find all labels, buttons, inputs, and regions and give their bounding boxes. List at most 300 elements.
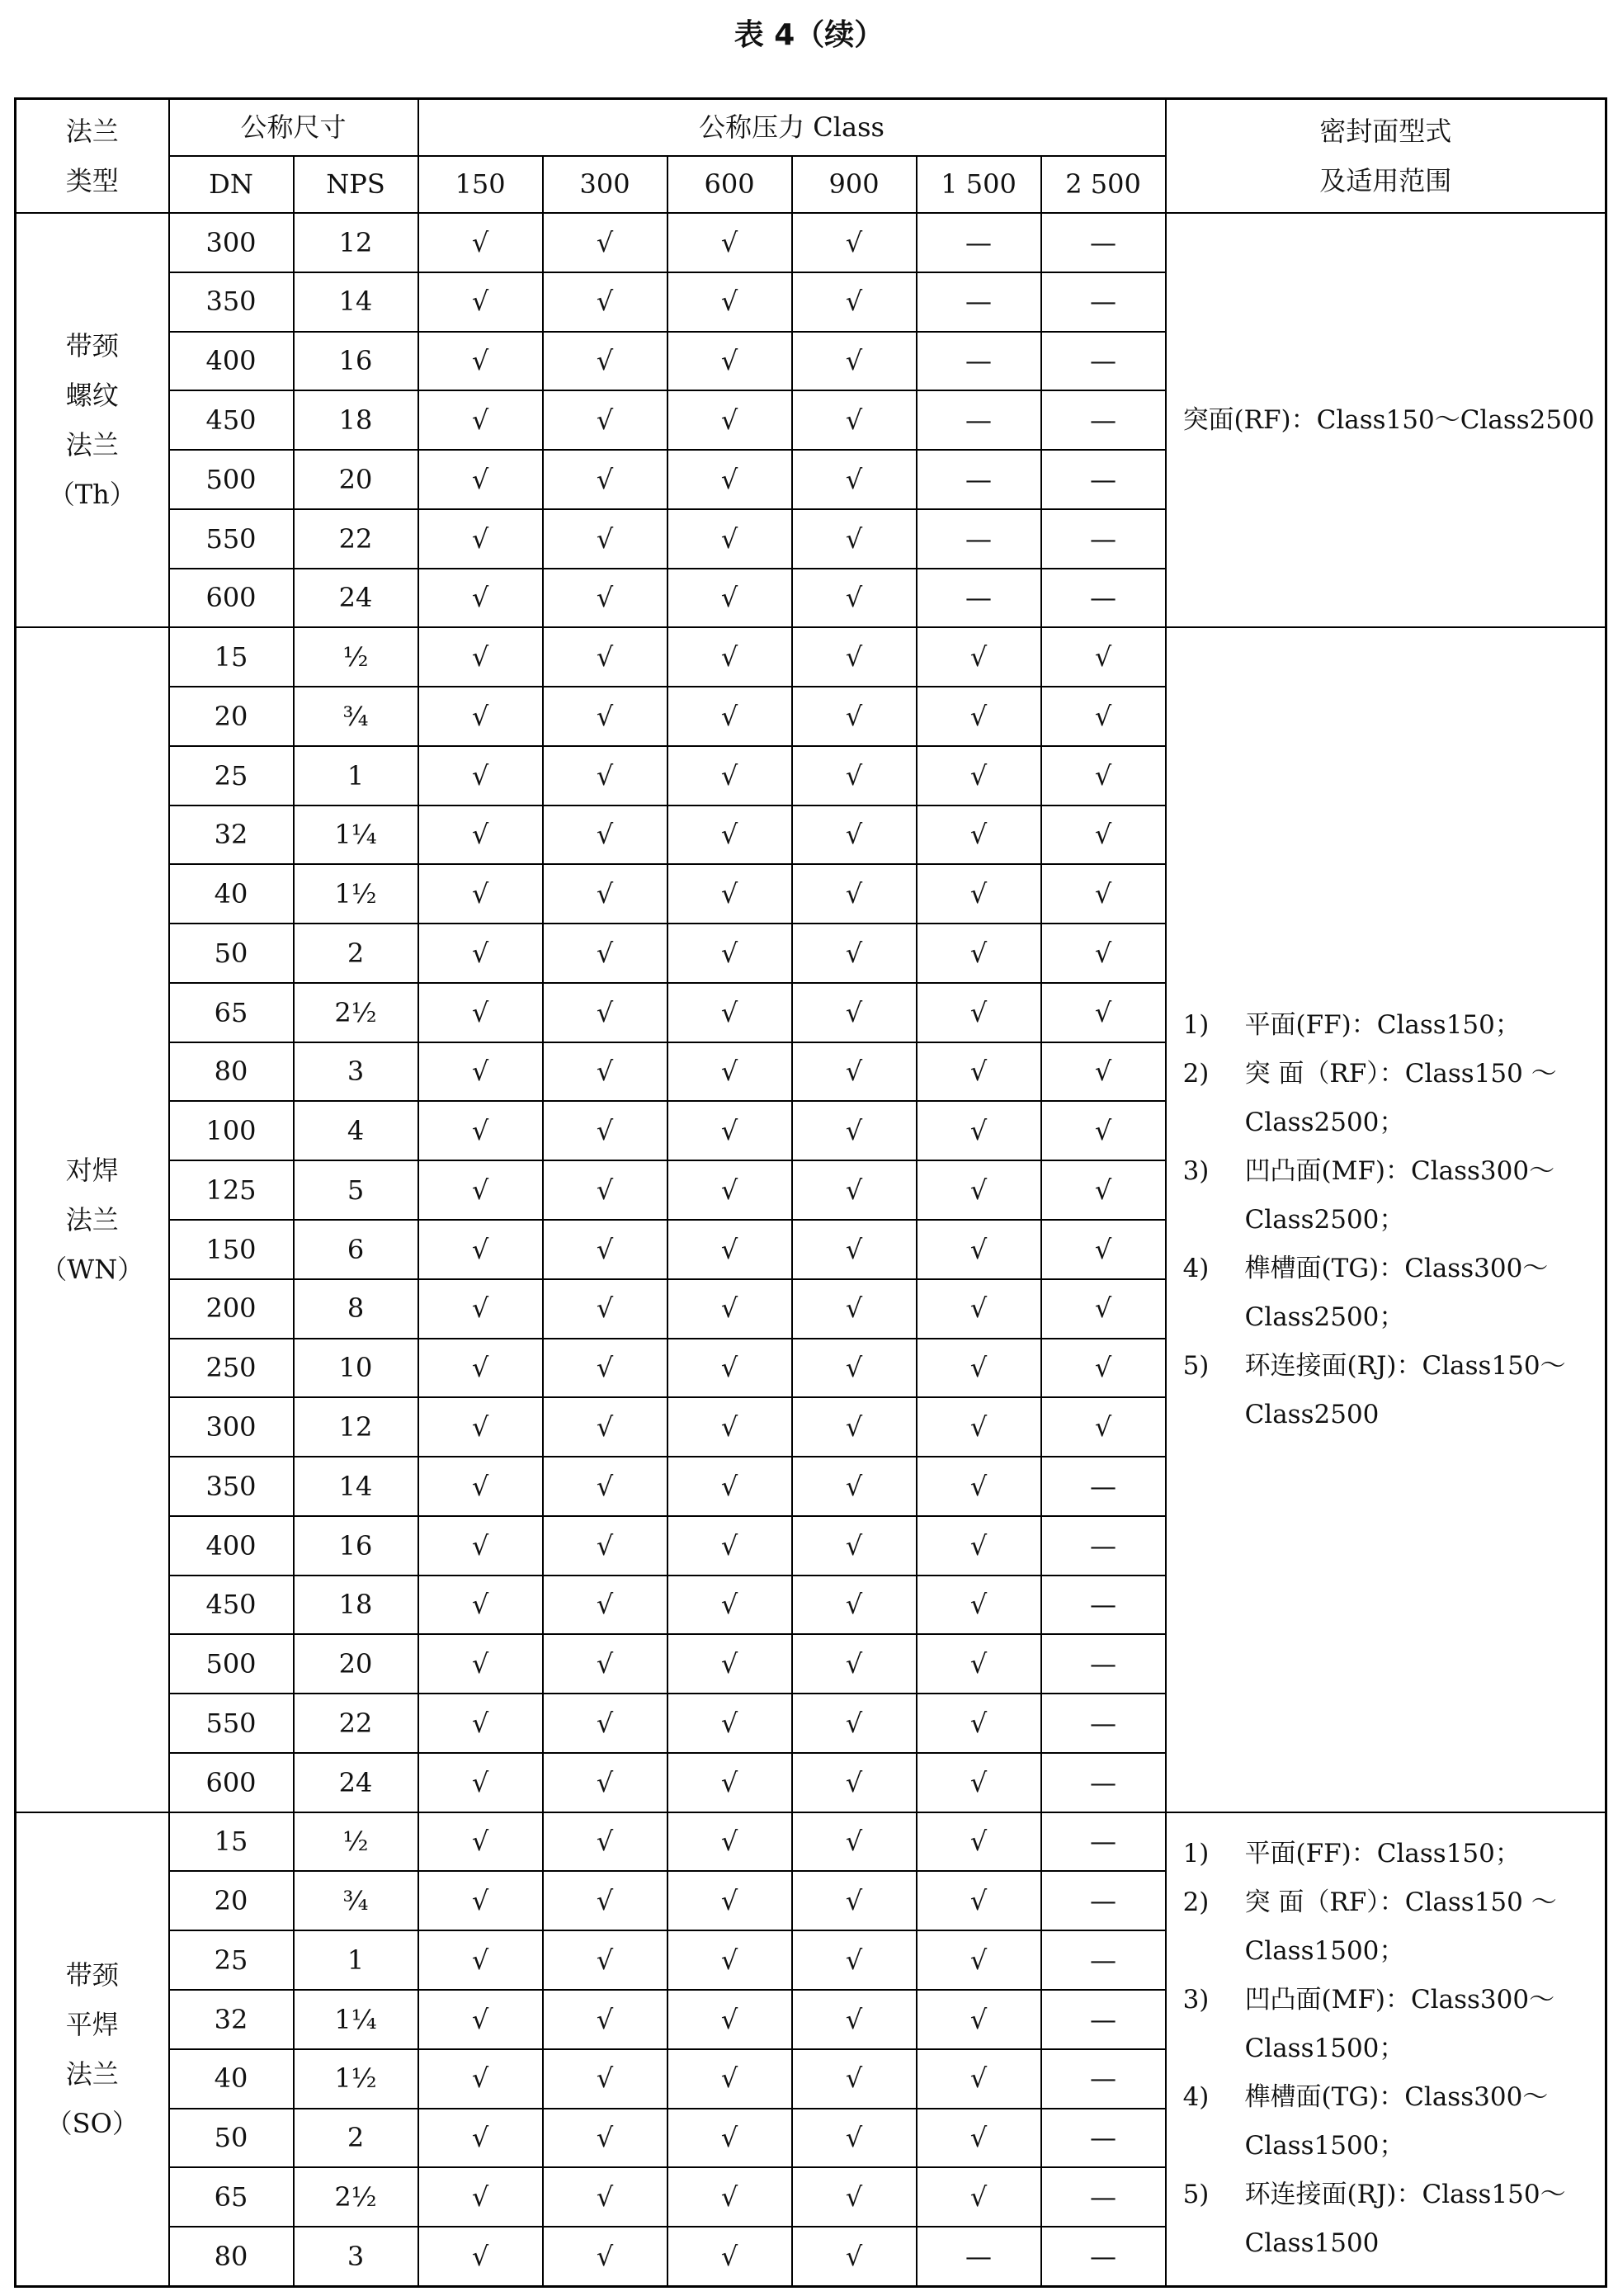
- table-row: [16, 213, 1606, 272]
- check-mark: √: [543, 1220, 667, 1279]
- check-mark: √: [792, 390, 917, 450]
- sealing-item-text: 环连接面(RJ)：Class150～ Class2500: [1244, 1350, 1566, 1429]
- check-mark: √: [1041, 864, 1166, 924]
- check-mark: √: [792, 509, 917, 569]
- check-mark: √: [917, 2049, 1041, 2109]
- check-mark: √: [543, 746, 667, 805]
- sealing-face-list: [1167, 1001, 1606, 1439]
- dn-cell: 600: [169, 569, 294, 628]
- check-mark: √: [917, 1457, 1041, 1516]
- check-mark: √: [543, 2049, 667, 2109]
- check-mark: √: [667, 864, 792, 924]
- check-mark: √: [792, 924, 917, 983]
- dn-cell: 550: [169, 509, 294, 569]
- sealing-item-text: 凹凸面(MF)：Class300～ Class1500；: [1244, 1985, 1555, 2064]
- check-mark: √: [792, 983, 917, 1042]
- check-mark: √: [543, 1101, 667, 1160]
- check-mark: √: [1041, 1397, 1166, 1457]
- nps-cell: 4: [294, 1101, 418, 1160]
- check-mark: √: [792, 627, 917, 687]
- dash-mark: —: [1041, 1871, 1166, 1930]
- check-mark: √: [917, 1220, 1041, 1279]
- check-mark: √: [792, 213, 917, 272]
- check-mark: √: [792, 1930, 917, 1990]
- check-mark: √: [418, 272, 543, 332]
- check-mark: √: [917, 1694, 1041, 1753]
- dash-mark: —: [917, 272, 1041, 332]
- sealing-face-item: [1183, 1976, 1606, 2073]
- check-mark: √: [792, 746, 917, 805]
- check-mark: √: [543, 509, 667, 569]
- check-mark: √: [667, 272, 792, 332]
- dash-mark: —: [1041, 1576, 1166, 1635]
- check-mark: √: [667, 1160, 792, 1220]
- header-nominal-size: 公称尺寸: [169, 99, 418, 157]
- nps-cell: ¾: [294, 687, 418, 746]
- check-mark: √: [418, 1397, 543, 1457]
- check-mark: √: [543, 1634, 667, 1694]
- check-mark: √: [543, 1930, 667, 1990]
- check-mark: √: [792, 1457, 917, 1516]
- check-mark: √: [418, 569, 543, 628]
- nps-cell: 24: [294, 1753, 418, 1812]
- dn-cell: 20: [169, 1871, 294, 1930]
- check-mark: √: [543, 1457, 667, 1516]
- check-mark: √: [1041, 746, 1166, 805]
- check-mark: √: [667, 509, 792, 569]
- nps-cell: 14: [294, 1457, 418, 1516]
- check-mark: √: [792, 805, 917, 865]
- check-mark: √: [667, 1990, 792, 2049]
- check-mark: √: [792, 2109, 917, 2168]
- nps-cell: 10: [294, 1339, 418, 1398]
- flange-class-table: [14, 97, 1607, 2288]
- check-mark: √: [917, 1812, 1041, 1872]
- check-mark: √: [543, 1694, 667, 1753]
- check-mark: √: [667, 332, 792, 391]
- check-mark: √: [418, 1634, 543, 1694]
- check-mark: √: [792, 1516, 917, 1576]
- check-mark: √: [667, 2167, 792, 2227]
- check-mark: √: [1041, 1279, 1166, 1339]
- check-mark: √: [418, 1279, 543, 1339]
- check-mark: √: [418, 1339, 543, 1398]
- check-mark: √: [418, 924, 543, 983]
- dn-cell: 400: [169, 1516, 294, 1576]
- check-mark: √: [418, 1930, 543, 1990]
- check-mark: √: [917, 1101, 1041, 1160]
- dn-cell: 300: [169, 213, 294, 272]
- check-mark: √: [792, 1160, 917, 1220]
- nps-cell: 22: [294, 509, 418, 569]
- check-mark: √: [418, 213, 543, 272]
- check-mark: √: [792, 1812, 917, 1872]
- dash-mark: —: [917, 450, 1041, 509]
- dn-cell: 15: [169, 1812, 294, 1872]
- check-mark: √: [543, 2167, 667, 2227]
- check-mark: √: [418, 746, 543, 805]
- dn-cell: 50: [169, 2109, 294, 2168]
- nps-cell: 2½: [294, 983, 418, 1042]
- check-mark: √: [543, 1042, 667, 1102]
- check-mark: √: [667, 1516, 792, 1576]
- nps-cell: 20: [294, 450, 418, 509]
- check-mark: √: [418, 1457, 543, 1516]
- nps-cell: 8: [294, 1279, 418, 1339]
- header-class: 2 500: [1041, 156, 1166, 213]
- dash-mark: —: [917, 569, 1041, 628]
- dn-cell: 65: [169, 2167, 294, 2227]
- check-mark: √: [543, 1516, 667, 1576]
- check-mark: √: [917, 687, 1041, 746]
- check-mark: √: [917, 1871, 1041, 1930]
- check-mark: √: [917, 1042, 1041, 1102]
- check-mark: √: [543, 1812, 667, 1872]
- check-mark: √: [418, 983, 543, 1042]
- check-mark: √: [792, 1220, 917, 1279]
- check-mark: √: [418, 450, 543, 509]
- dn-cell: 100: [169, 1101, 294, 1160]
- dn-cell: 15: [169, 627, 294, 687]
- check-mark: √: [418, 1101, 543, 1160]
- nps-cell: 2: [294, 924, 418, 983]
- nps-cell: 20: [294, 1634, 418, 1694]
- sealing-face-cell: 突面(RF)：Class150～Class2500: [1166, 213, 1606, 627]
- dash-mark: —: [917, 2227, 1041, 2286]
- nps-cell: 22: [294, 1694, 418, 1753]
- sealing-item-number: 5): [1182, 2180, 1210, 2210]
- dn-cell: 80: [169, 1042, 294, 1102]
- header-class: 150: [418, 156, 543, 213]
- nps-cell: 3: [294, 1042, 418, 1102]
- check-mark: √: [917, 864, 1041, 924]
- check-mark: √: [792, 864, 917, 924]
- check-mark: √: [543, 1753, 667, 1812]
- dn-cell: 200: [169, 1279, 294, 1339]
- check-mark: √: [917, 1279, 1041, 1339]
- check-mark: √: [792, 1753, 917, 1812]
- check-mark: √: [543, 1160, 667, 1220]
- sealing-item-number: 3): [1182, 1985, 1210, 2015]
- dash-mark: —: [1041, 450, 1166, 509]
- dash-mark: —: [917, 332, 1041, 391]
- sealing-face-item: [1183, 2171, 1606, 2268]
- dash-mark: —: [1041, 213, 1166, 272]
- check-mark: √: [418, 2167, 543, 2227]
- check-mark: √: [543, 272, 667, 332]
- dash-mark: —: [1041, 2167, 1166, 2227]
- check-mark: √: [792, 1397, 917, 1457]
- check-mark: √: [667, 1397, 792, 1457]
- check-mark: √: [792, 1990, 917, 2049]
- check-mark: √: [667, 1042, 792, 1102]
- nps-cell: 18: [294, 390, 418, 450]
- check-mark: √: [418, 1871, 543, 1930]
- dash-mark: —: [917, 390, 1041, 450]
- sealing-face-item: [1183, 1050, 1606, 1147]
- nps-cell: 2: [294, 2109, 418, 2168]
- dash-mark: —: [1041, 1457, 1166, 1516]
- header-flange-type: 法兰 类型: [16, 99, 169, 214]
- nps-cell: 1¼: [294, 1990, 418, 2049]
- check-mark: √: [1041, 1042, 1166, 1102]
- dn-cell: 40: [169, 864, 294, 924]
- check-mark: √: [917, 746, 1041, 805]
- check-mark: √: [418, 1694, 543, 1753]
- dash-mark: —: [917, 213, 1041, 272]
- check-mark: √: [917, 1634, 1041, 1694]
- nps-cell: ½: [294, 1812, 418, 1872]
- dn-cell: 80: [169, 2227, 294, 2286]
- dn-cell: 350: [169, 272, 294, 332]
- nps-cell: 12: [294, 213, 418, 272]
- check-mark: √: [543, 1576, 667, 1635]
- check-mark: √: [543, 213, 667, 272]
- check-mark: √: [667, 983, 792, 1042]
- check-mark: √: [1041, 627, 1166, 687]
- check-mark: √: [1041, 1220, 1166, 1279]
- check-mark: √: [917, 1576, 1041, 1635]
- check-mark: √: [792, 272, 917, 332]
- check-mark: √: [792, 2227, 917, 2286]
- check-mark: √: [792, 687, 917, 746]
- dn-cell: 25: [169, 746, 294, 805]
- check-mark: √: [917, 1160, 1041, 1220]
- nps-cell: 16: [294, 332, 418, 391]
- sealing-item-number: 2): [1182, 1887, 1210, 1918]
- check-mark: √: [543, 983, 667, 1042]
- check-mark: √: [667, 1101, 792, 1160]
- check-mark: √: [418, 2109, 543, 2168]
- check-mark: √: [667, 805, 792, 865]
- dn-cell: 32: [169, 805, 294, 865]
- check-mark: √: [418, 2049, 543, 2109]
- check-mark: √: [792, 450, 917, 509]
- check-mark: √: [667, 1930, 792, 1990]
- dn-cell: 20: [169, 687, 294, 746]
- check-mark: √: [792, 569, 917, 628]
- check-mark: √: [667, 1220, 792, 1279]
- check-mark: √: [418, 627, 543, 687]
- header-row-1: [16, 99, 1606, 157]
- check-mark: √: [792, 1279, 917, 1339]
- check-mark: √: [667, 1812, 792, 1872]
- dn-cell: 450: [169, 1576, 294, 1635]
- check-mark: √: [418, 1042, 543, 1102]
- check-mark: √: [792, 2049, 917, 2109]
- check-mark: √: [418, 1812, 543, 1872]
- check-mark: √: [418, 687, 543, 746]
- dash-mark: —: [1041, 272, 1166, 332]
- header-dn: DN: [169, 156, 294, 213]
- check-mark: √: [792, 2167, 917, 2227]
- header-class: 1 500: [917, 156, 1041, 213]
- check-mark: √: [418, 1753, 543, 1812]
- check-mark: √: [543, 450, 667, 509]
- sealing-item-text: 平面(FF)：Class150；: [1244, 1009, 1521, 1040]
- check-mark: √: [917, 1930, 1041, 1990]
- nps-cell: 24: [294, 569, 418, 628]
- check-mark: √: [667, 2049, 792, 2109]
- dash-mark: —: [1041, 1516, 1166, 1576]
- check-mark: √: [667, 1753, 792, 1812]
- sealing-item-number: 3): [1182, 1155, 1210, 1186]
- check-mark: √: [543, 2109, 667, 2168]
- check-mark: √: [418, 1576, 543, 1635]
- check-mark: √: [418, 1160, 543, 1220]
- check-mark: √: [792, 1339, 917, 1398]
- check-mark: √: [1041, 805, 1166, 865]
- nps-cell: 1½: [294, 864, 418, 924]
- sealing-item-text: 凹凸面(MF)：Class300～ Class2500；: [1244, 1155, 1555, 1235]
- sealing-face-item: [1183, 1830, 1606, 1878]
- dn-cell: 550: [169, 1694, 294, 1753]
- sealing-face-item: [1183, 1878, 1606, 1976]
- check-mark: √: [418, 1990, 543, 2049]
- dash-mark: —: [1041, 1694, 1166, 1753]
- check-mark: √: [1041, 1160, 1166, 1220]
- header-class: 900: [792, 156, 917, 213]
- check-mark: √: [543, 1871, 667, 1930]
- sealing-face-item: [1183, 1342, 1606, 1439]
- check-mark: √: [543, 2227, 667, 2286]
- check-mark: √: [418, 332, 543, 391]
- check-mark: √: [418, 864, 543, 924]
- nps-cell: 12: [294, 1397, 418, 1457]
- nps-cell: 18: [294, 1576, 418, 1635]
- check-mark: √: [667, 390, 792, 450]
- sealing-item-text: 突 面（RF）：Class150 ～ Class1500；: [1244, 1887, 1557, 1967]
- nps-cell: 1: [294, 1930, 418, 1990]
- check-mark: √: [792, 332, 917, 391]
- check-mark: √: [543, 924, 667, 983]
- check-mark: √: [667, 1871, 792, 1930]
- check-mark: √: [1041, 1339, 1166, 1398]
- sealing-item-number: 1): [1182, 1839, 1210, 1869]
- check-mark: √: [667, 2109, 792, 2168]
- check-mark: √: [543, 687, 667, 746]
- dn-cell: 450: [169, 390, 294, 450]
- check-mark: √: [543, 569, 667, 628]
- check-mark: √: [667, 924, 792, 983]
- check-mark: √: [667, 1634, 792, 1694]
- check-mark: √: [792, 1694, 917, 1753]
- check-mark: √: [667, 450, 792, 509]
- header-class: 600: [667, 156, 792, 213]
- sealing-item-text: 平面(FF)：Class150；: [1244, 1839, 1521, 1869]
- sealing-face-item: [1183, 1245, 1606, 1342]
- flange-type-cell: 对焊 法兰 （WN）: [16, 627, 169, 1812]
- sealing-item-number: 4): [1182, 1253, 1210, 1283]
- nps-cell: 14: [294, 272, 418, 332]
- check-mark: √: [667, 569, 792, 628]
- check-mark: √: [667, 1576, 792, 1635]
- check-mark: √: [917, 1990, 1041, 2049]
- sealing-item-text: 环连接面(RJ)：Class150～ Class1500: [1244, 2180, 1566, 2259]
- check-mark: √: [667, 1457, 792, 1516]
- sealing-face-cell: [1166, 1812, 1606, 2287]
- check-mark: √: [917, 1397, 1041, 1457]
- check-mark: √: [792, 1871, 917, 1930]
- check-mark: √: [543, 332, 667, 391]
- check-mark: √: [667, 1279, 792, 1339]
- dash-mark: —: [1041, 2049, 1166, 2109]
- table-row: [16, 627, 1606, 687]
- check-mark: √: [418, 1220, 543, 1279]
- check-mark: √: [917, 627, 1041, 687]
- nps-cell: 16: [294, 1516, 418, 1576]
- table-body: [16, 213, 1606, 2287]
- dn-cell: 40: [169, 2049, 294, 2109]
- check-mark: √: [667, 1339, 792, 1398]
- nps-cell: 5: [294, 1160, 418, 1220]
- check-mark: √: [667, 687, 792, 746]
- check-mark: √: [917, 1339, 1041, 1398]
- check-mark: √: [917, 2167, 1041, 2227]
- sealing-item-number: 4): [1182, 2082, 1210, 2113]
- check-mark: √: [543, 1990, 667, 2049]
- dn-cell: 125: [169, 1160, 294, 1220]
- dash-mark: —: [1041, 2109, 1166, 2168]
- check-mark: √: [667, 213, 792, 272]
- flange-type-cell: 带颈 螺纹 法兰 （Th）: [16, 213, 169, 627]
- dn-cell: 65: [169, 983, 294, 1042]
- sealing-face-item: [1183, 1001, 1606, 1050]
- check-mark: √: [543, 1397, 667, 1457]
- check-mark: √: [543, 1279, 667, 1339]
- dn-cell: 32: [169, 1990, 294, 2049]
- dn-cell: 500: [169, 1634, 294, 1694]
- check-mark: √: [667, 2227, 792, 2286]
- nps-cell: ½: [294, 627, 418, 687]
- dash-mark: —: [1041, 1812, 1166, 1872]
- check-mark: √: [418, 390, 543, 450]
- check-mark: √: [543, 1339, 667, 1398]
- dn-cell: 25: [169, 1930, 294, 1990]
- check-mark: √: [667, 627, 792, 687]
- nps-cell: 2½: [294, 2167, 418, 2227]
- check-mark: √: [917, 2109, 1041, 2168]
- header-nps: NPS: [294, 156, 418, 213]
- check-mark: √: [917, 1516, 1041, 1576]
- nps-cell: 3: [294, 2227, 418, 2286]
- dash-mark: —: [1041, 1634, 1166, 1694]
- check-mark: √: [543, 627, 667, 687]
- check-mark: √: [917, 924, 1041, 983]
- check-mark: √: [543, 805, 667, 865]
- sealing-item-text: 榫槽面(TG)：Class300～ Class2500；: [1244, 1253, 1549, 1332]
- table-title: 表 4（续）: [734, 18, 884, 52]
- dash-mark: —: [1041, 332, 1166, 391]
- nps-cell: 1½: [294, 2049, 418, 2109]
- check-mark: √: [418, 2227, 543, 2286]
- check-mark: √: [917, 1753, 1041, 1812]
- check-mark: √: [792, 1634, 917, 1694]
- dash-mark: —: [1041, 1753, 1166, 1812]
- dn-cell: 600: [169, 1753, 294, 1812]
- sealing-item-text: 榫槽面(TG)：Class300～ Class1500；: [1244, 2082, 1549, 2161]
- nps-cell: 1: [294, 746, 418, 805]
- flange-type-cell: 带颈 平焊 法兰 （SO）: [16, 1812, 169, 2287]
- check-mark: √: [792, 1101, 917, 1160]
- header-class: 300: [543, 156, 667, 213]
- dash-mark: —: [1041, 390, 1166, 450]
- check-mark: √: [792, 1576, 917, 1635]
- dash-mark: —: [1041, 569, 1166, 628]
- dn-cell: 500: [169, 450, 294, 509]
- check-mark: √: [543, 864, 667, 924]
- check-mark: √: [1041, 924, 1166, 983]
